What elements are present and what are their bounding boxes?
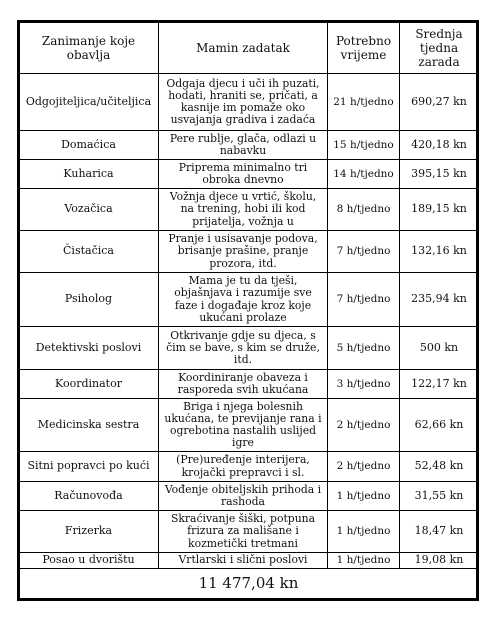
task-cell: Mama je tu da tješi, objašnjava i razumije sve faze i događaje kroz koje ukućani prolaze xyxy=(159,273,328,327)
occupation-cell: Kuharica xyxy=(19,160,159,189)
hours-cell: 8 h/tjedno xyxy=(328,189,400,231)
hours-cell: 5 h/tjedno xyxy=(328,327,400,370)
hours-cell: 1 h/tjedno xyxy=(328,511,400,553)
task-cell: Pranje i usisavanje podova, brisanje prašine, pranje prozora, itd. xyxy=(159,231,328,273)
occupation-cell: Psiholog xyxy=(19,273,159,327)
table-row xyxy=(19,327,479,370)
table-row xyxy=(19,399,479,452)
hours-cell: 21 h/tjedno xyxy=(328,74,400,131)
total-amount: 11 477,04 kn xyxy=(19,569,479,599)
header-hours: Potrebno vrijeme xyxy=(328,22,400,74)
hours-cell: 2 h/tjedno xyxy=(328,452,400,482)
hours-cell: 7 h/tjedno xyxy=(328,231,400,273)
hours-cell: 14 h/tjedno xyxy=(328,160,400,189)
occupation-cell: Frizerka xyxy=(19,511,159,553)
hours-cell: 2 h/tjedno xyxy=(328,399,400,452)
hours-cell: 1 h/tjedno xyxy=(328,482,400,511)
hours-cell: 1 h/tjedno xyxy=(328,553,400,569)
table-row xyxy=(19,74,479,131)
salary-cell: 420,18 kn xyxy=(400,131,479,160)
task-cell: Vrtlarski i slični poslovi xyxy=(159,553,328,569)
salary-cell: 690,27 kn xyxy=(400,74,479,131)
salary-cell: 132,16 kn xyxy=(400,231,479,273)
salary-cell: 189,15 kn xyxy=(400,189,479,231)
task-cell: Otkrivanje gdje su djeca, s čim se bave, s kim se druže, itd. xyxy=(159,327,328,370)
occupation-cell: Koordinator xyxy=(19,370,159,399)
header-salary: Srednja tjedna zarada xyxy=(400,22,479,74)
salary-cell: 19,08 kn xyxy=(400,553,479,569)
occupation-cell: Odgojiteljica/učiteljica xyxy=(19,74,159,131)
total-row xyxy=(19,569,479,599)
hours-cell: 7 h/tjedno xyxy=(328,273,400,327)
salary-table xyxy=(18,21,479,599)
occupation-cell: Računovođa xyxy=(19,482,159,511)
salary-cell: 395,15 kn xyxy=(400,160,479,189)
task-cell: Pere rublje, glača, odlazi u nabavku xyxy=(159,131,328,160)
task-cell: Vožnja djece u vrtić, školu, na trening, hobi ili kod prijatelja, vožnja u xyxy=(159,189,328,231)
table-row xyxy=(19,160,479,189)
header-occupation: Zanimanje koje obavlja xyxy=(19,22,159,74)
occupation-cell: Čistačica xyxy=(19,231,159,273)
hours-cell: 15 h/tjedno xyxy=(328,131,400,160)
task-cell: Skraćivanje šiški, potpuna frizura za mališane i kozmetički tretmani xyxy=(159,511,328,553)
occupation-cell: Vozačica xyxy=(19,189,159,231)
salary-cell: 122,17 kn xyxy=(400,370,479,399)
occupation-cell: Posao u dvorištu xyxy=(19,553,159,569)
table-row xyxy=(19,482,479,511)
table-row xyxy=(19,131,479,160)
task-cell: Vođenje obiteljskih prihoda i rashoda xyxy=(159,482,328,511)
table-row xyxy=(19,370,479,399)
task-cell: (Pre)uređenje interijera, krojački prepravci i sl. xyxy=(159,452,328,482)
task-cell: Koordiniranje obaveza i rasporeda svih ukućana xyxy=(159,370,328,399)
salary-cell: 500 kn xyxy=(400,327,479,370)
occupation-cell: Sitni popravci po kući xyxy=(19,452,159,482)
table-row xyxy=(19,511,479,553)
table-row xyxy=(19,553,479,569)
salary-cell: 235,94 kn xyxy=(400,273,479,327)
table-row xyxy=(19,273,479,327)
task-cell: Briga i njega bolesnih ukućana, te previjanje rana i ogrebotina nastalih uslijed igre xyxy=(159,399,328,452)
task-cell: Priprema minimalno tri obroka dnevno xyxy=(159,160,328,189)
table-row xyxy=(19,189,479,231)
occupation-cell: Medicinska sestra xyxy=(19,399,159,452)
header-task: Mamin zadatak xyxy=(159,22,328,74)
hours-cell: 3 h/tjedno xyxy=(328,370,400,399)
occupation-cell: Detektivski poslovi xyxy=(19,327,159,370)
table-row xyxy=(19,231,479,273)
header-row xyxy=(19,22,479,74)
task-cell: Odgaja djecu i uči ih puzati, hodati, hraniti se, pričati, a kasnije im pomaže oko usvajanja gradiva i zadaća xyxy=(159,74,328,131)
salary-cell: 52,48 kn xyxy=(400,452,479,482)
salary-cell: 31,55 kn xyxy=(400,482,479,511)
salary-cell: 62,66 kn xyxy=(400,399,479,452)
occupation-cell: Domaćica xyxy=(19,131,159,160)
salary-cell: 18,47 kn xyxy=(400,511,479,553)
table-row xyxy=(19,452,479,482)
